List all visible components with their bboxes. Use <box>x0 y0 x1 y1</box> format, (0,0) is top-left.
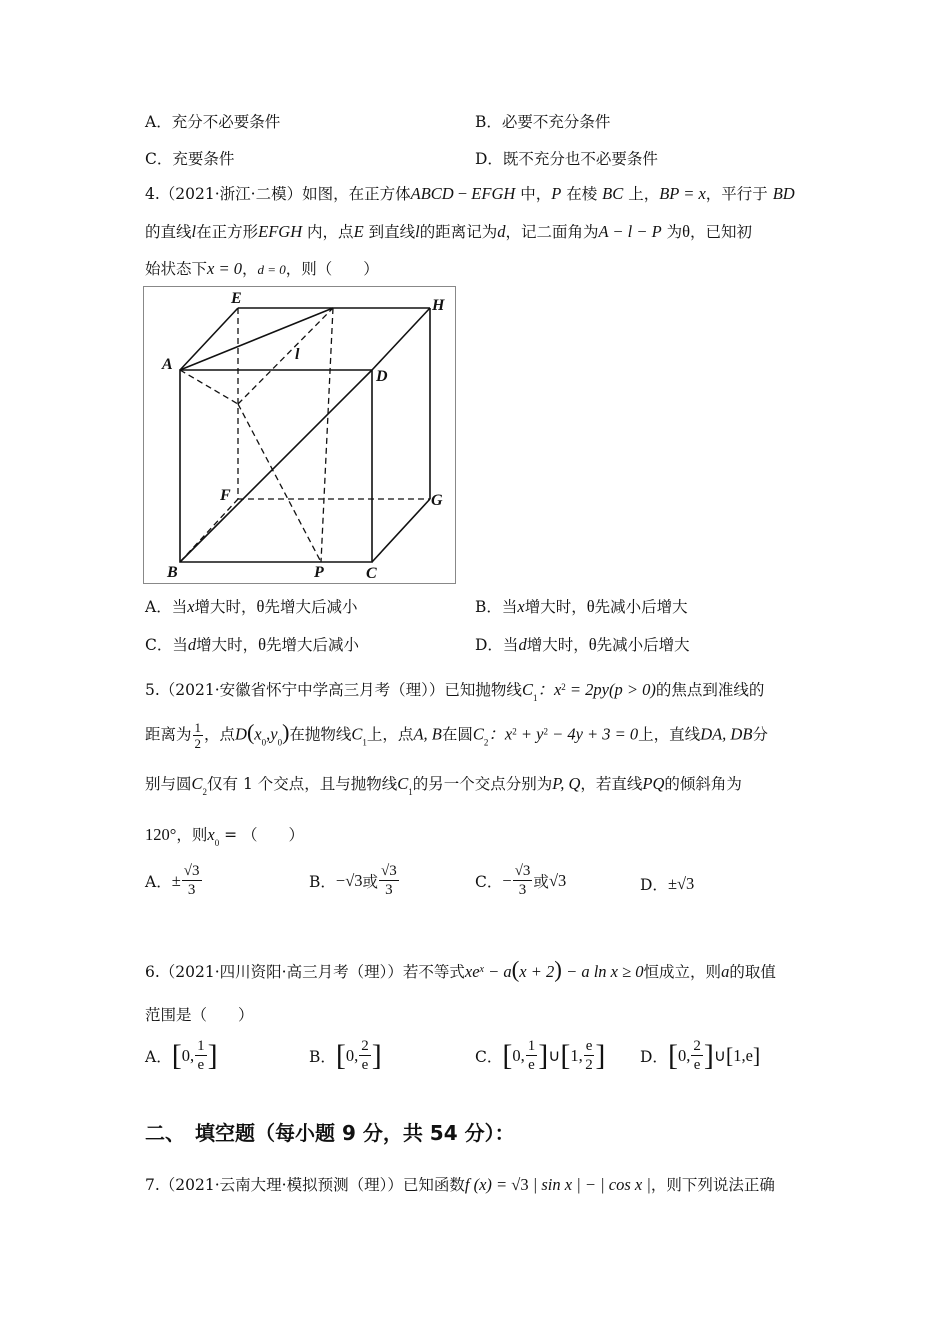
q6-math: − a <box>483 962 512 981</box>
q5-text: 上，直线 <box>638 725 701 744</box>
q5-sub: 1 <box>532 693 538 703</box>
q5-number: 5. <box>145 681 160 699</box>
paren: ( <box>511 957 520 982</box>
q6-text: 范围是（ ） <box>145 1006 254 1024</box>
opt-fraction <box>379 862 399 899</box>
q6-option-b: B． [ 0, $\frac{2}{e}$ ] <box>309 1038 382 1073</box>
q5-line-3 <box>145 773 742 803</box>
q3-option-b: B．必要不充分条件 <box>475 113 611 131</box>
q4-math: BC <box>602 184 624 203</box>
q4-option-d <box>475 633 690 655</box>
numerator: √3 <box>381 863 397 879</box>
opt-text: 增大时， <box>524 598 587 616</box>
paren: ) <box>554 957 562 982</box>
q5-sup: 2 <box>512 726 517 737</box>
q6-text: 若不等式 <box>402 963 465 981</box>
q7-line-1 <box>145 1174 775 1196</box>
opt-label: B． <box>309 872 336 891</box>
q4-line-2 <box>145 221 752 243</box>
q5-math: DA, DB <box>700 724 753 744</box>
q4-text: ， <box>241 260 258 278</box>
numerator: e <box>585 1038 593 1054</box>
q4-text: 上， <box>623 185 660 203</box>
q4-math: E <box>353 222 364 241</box>
edge-cg <box>372 499 430 562</box>
section-heading: 二、 填空题（每小题 9 分，共 54 分）： <box>145 1121 515 1145</box>
opt-math: θ <box>586 597 595 616</box>
q7-text: 已知函数 <box>402 1176 465 1194</box>
q5-line-2: 距离为 $\frac{1}{2}$ ，点$D(x_0,y_0)$在抛物线$C_1$上，点A, B在圆$C_2$：$x^2 + y^2 - 4y + 3 = 0$上，直线DA, DB分 <box>145 719 768 751</box>
q6-option-c: C． [ 0, $\frac{1}{e}$ ] ∪ [ 1, $\frac{e}{2}$ ] <box>475 1038 606 1073</box>
line-a-to-l <box>180 308 333 370</box>
q5-math: x <box>207 825 215 844</box>
label-l: l <box>295 346 300 363</box>
q4-number: 4. <box>145 185 160 203</box>
q4-math: d <box>497 222 506 241</box>
opt-math: x <box>517 597 525 616</box>
q6-option-a: A． [ 0, $\frac{1}{e}$ ] <box>145 1038 218 1073</box>
label-c: C <box>366 565 377 582</box>
opt-fraction <box>513 862 533 899</box>
q5-sup: 2 <box>561 682 566 692</box>
denominator: 3 <box>518 882 527 898</box>
opt-math: ∪ <box>713 1045 726 1065</box>
numerator: √3 <box>183 863 200 879</box>
opt-label: D． <box>640 876 668 894</box>
denominator: e <box>197 1057 205 1073</box>
label-f: F <box>220 487 231 504</box>
opt-math: ∪ <box>548 1045 561 1065</box>
q6-math: xe <box>464 962 480 981</box>
opt-text: 增大时， <box>194 598 257 616</box>
q5-text: 距离为 <box>145 725 192 744</box>
q6-number: 6. <box>145 963 160 981</box>
q5-text: 分 <box>752 725 768 744</box>
opt-text: 先增大后减小 <box>264 598 358 616</box>
opt-fraction <box>526 1037 538 1074</box>
q4-math: x = 0 <box>207 259 242 278</box>
diagonal-bd <box>180 370 372 562</box>
numerator: 1 <box>194 720 202 735</box>
q5-option-c <box>475 862 566 899</box>
q6-math: a <box>721 962 730 981</box>
opt-text: 先减小后增大 <box>594 598 688 616</box>
numerator: 2 <box>693 1038 701 1054</box>
q4-option-a <box>145 595 357 617</box>
label-e: E <box>231 290 242 307</box>
opt-fraction <box>691 1037 703 1074</box>
label-a: A <box>162 356 173 373</box>
label-b: B <box>167 564 178 581</box>
q7-text: ，则下列说法正确 <box>650 1176 775 1194</box>
q4-math: θ <box>682 222 691 241</box>
q6-line-2 <box>145 1004 254 1026</box>
denominator: e <box>361 1057 369 1073</box>
numerator: 2 <box>361 1038 369 1054</box>
opt-text: A．当 <box>145 598 188 616</box>
q5-math: C <box>472 724 484 744</box>
q4-math: − <box>453 184 472 203</box>
q5-math: C <box>351 724 363 744</box>
q6-math: x + 2 <box>519 962 555 981</box>
q3-option-c: C．充要条件 <box>145 150 235 168</box>
line-to-p <box>238 404 321 562</box>
q7-number: 7. <box>145 1176 160 1194</box>
q4-text: ，已知初 <box>690 223 753 241</box>
line-a-to-l2 <box>180 370 238 404</box>
q5-math: = 2py(p > 0) <box>565 680 656 699</box>
q5-option-a <box>145 862 203 899</box>
q4-math: d = 0 <box>257 262 286 277</box>
paren: ) <box>282 719 290 745</box>
q5-math: ：x <box>488 724 513 744</box>
q6-line-1 <box>145 959 776 983</box>
opt-math: 1,e <box>733 1045 753 1065</box>
line-l <box>238 308 333 404</box>
opt-math: − <box>502 870 512 890</box>
denominator: 3 <box>187 882 196 898</box>
q5-source: （2021·安徽省怀宁中学高三月考（理）） <box>159 681 445 699</box>
q4-source: （2021·浙江·二模） <box>159 185 303 203</box>
q5-sub: 0 <box>261 737 267 748</box>
denominator: e <box>528 1057 535 1073</box>
opt-fraction <box>182 862 202 899</box>
label-d: D <box>376 368 388 385</box>
q6-source: （2021·四川资阳·高三月考（理）） <box>159 963 403 981</box>
q5-line-4 <box>145 824 304 854</box>
q5-text: 仅有 1 个交点，且与抛物线 <box>207 775 398 793</box>
q5-text: = （ ） <box>219 826 305 844</box>
opt-math: ±√3 <box>667 874 695 893</box>
label-g: G <box>431 492 443 509</box>
q4-math: P <box>551 184 562 203</box>
q6-text: 恒成立，则 <box>643 963 722 981</box>
q4-math: EFGH <box>258 222 303 241</box>
q5-line-1 <box>145 676 764 709</box>
opt-label: B． <box>309 1047 336 1066</box>
q4-math: ABCD <box>410 184 454 203</box>
cube-figure <box>143 286 457 586</box>
opt-label: A． <box>145 872 172 891</box>
opt-math: 1, <box>570 1045 583 1065</box>
q5-text: ，点 <box>204 725 236 744</box>
q6-math: − a ln x ≥ 0 <box>561 962 644 981</box>
q6-text: 的取值 <box>729 963 776 981</box>
opt-text: 增大时， <box>526 636 589 654</box>
q5-sub: 2 <box>483 737 489 748</box>
edge-bf-hidden <box>180 499 238 562</box>
label-p: P <box>314 564 324 581</box>
q5-sub: 1 <box>408 787 413 797</box>
q5-math: D <box>235 724 247 744</box>
q4-text: 为 <box>661 223 683 241</box>
q4-text: 到直线 <box>363 223 416 241</box>
numerator: 1 <box>527 1038 536 1054</box>
q4-text: 始状态下 <box>145 260 208 278</box>
edge-dh <box>372 308 430 370</box>
opt-text: B．当 <box>475 598 518 616</box>
q5-text: ，若直线 <box>580 775 643 793</box>
q4-text: 内，点 <box>302 223 354 241</box>
q4-line-3 <box>145 258 379 281</box>
q4-text: 的距离记为 <box>419 223 498 241</box>
q5-math: C <box>191 774 203 793</box>
q5-text: 的焦点到准线的 <box>655 681 765 699</box>
q5-sub: 1 <box>362 737 367 748</box>
q4-text: ，平行于 <box>705 185 773 203</box>
denominator: 2 <box>194 736 202 751</box>
q6-sup: x <box>479 964 484 975</box>
opt-math: θ <box>256 597 265 616</box>
denominator: e <box>693 1057 701 1073</box>
q5-option-b <box>309 862 400 899</box>
q4-math: A − l − P <box>598 222 662 241</box>
opt-text: C．当 <box>145 636 188 654</box>
q3-option-d: D．既不充分也不必要条件 <box>475 150 658 168</box>
q5-math: + y <box>516 724 544 744</box>
opt-label: D． <box>640 1047 668 1066</box>
q5-sub: 2 <box>202 787 208 797</box>
q4-text: 在棱 <box>561 185 603 203</box>
opt-text: 或 <box>533 872 549 891</box>
q4-option-b <box>475 595 688 617</box>
q3-option-a: A．充分不必要条件 <box>145 113 281 131</box>
denominator: 2 <box>585 1057 593 1073</box>
q5-math: y <box>270 724 278 744</box>
opt-fraction <box>584 1037 595 1074</box>
numerator: 1 <box>197 1038 205 1054</box>
opt-math: 0, <box>181 1045 195 1065</box>
q4-line-1 <box>145 183 795 205</box>
q5-math: ：x <box>537 680 562 699</box>
opt-math: −√3 <box>335 870 363 890</box>
q5-math: x <box>254 724 262 744</box>
paren: ( <box>246 719 255 745</box>
opt-text: 先减小后增大 <box>596 636 690 654</box>
opt-label: C． <box>475 872 503 891</box>
q5-sub: 0 <box>214 838 220 848</box>
q7-source: （2021·云南大理·模拟预测（理）） <box>159 1176 403 1194</box>
opt-label: A． <box>145 1047 172 1066</box>
q5-math: C <box>397 774 409 793</box>
line-l-to-p <box>321 308 333 562</box>
q4-math: EFGH <box>471 184 516 203</box>
q4-math: BD <box>772 184 795 203</box>
q7-math: | sin x | − | cos x | <box>528 1175 651 1194</box>
q5-text: 在抛物线 <box>289 725 352 744</box>
opt-math: ± <box>171 870 181 890</box>
q5-math: − 4y + 3 = 0 <box>547 724 639 744</box>
q4-text: 中， <box>515 185 552 203</box>
q5-text: 别与圆 <box>145 775 192 793</box>
q5-text: 在圆 <box>441 725 473 744</box>
q7-math: f (x) = <box>464 1175 512 1194</box>
q6-option-d: D． [ 0, $\frac{2}{e}$ ] ∪ [ 1,e ] <box>640 1038 761 1073</box>
opt-math: √3 <box>548 870 567 890</box>
q5-text: 上，点 <box>366 725 414 744</box>
q5-math: A, B <box>413 724 442 744</box>
denominator: 3 <box>385 882 393 898</box>
opt-text: D．当 <box>475 636 519 654</box>
q5-text: 已知抛物线 <box>444 681 522 699</box>
opt-math: 0, <box>345 1045 359 1065</box>
label-h: H <box>432 297 445 314</box>
q5-text: ，则 <box>176 826 208 844</box>
opt-math: 0, <box>677 1045 691 1065</box>
opt-fraction <box>359 1037 371 1074</box>
opt-text: 增大时， <box>196 636 259 654</box>
opt-math: 0, <box>512 1045 525 1065</box>
q5-math: PQ <box>642 774 665 793</box>
opt-math: x <box>187 597 195 616</box>
opt-label: C． <box>475 1047 503 1066</box>
edge-ae <box>180 308 238 370</box>
q5-text: 的另一个交点分别为 <box>412 775 553 793</box>
opt-text: 先增大后减小 <box>266 636 360 654</box>
q4-text: ，记二面角为 <box>505 223 599 241</box>
opt-math: θ <box>258 635 267 654</box>
q5-sup: 2 <box>543 726 548 737</box>
q4-text: 如图，在正方体 <box>302 185 411 203</box>
q5-sub: 0 <box>277 737 283 748</box>
q4-math: l <box>191 222 197 241</box>
q5-half-fraction <box>193 720 204 751</box>
q4-text: ，则（ ） <box>285 260 379 278</box>
q4-text: 在正方形 <box>196 223 259 241</box>
q5-math: P, Q <box>552 774 581 793</box>
opt-math: θ <box>588 635 597 654</box>
q4-math: l <box>415 222 420 241</box>
opt-fraction <box>195 1037 207 1074</box>
opt-math: d <box>518 635 527 654</box>
q4-option-c <box>145 633 359 655</box>
opt-math: d <box>187 635 197 654</box>
numerator: √3 <box>514 863 531 879</box>
q7-math: √3 <box>511 1175 529 1194</box>
q5-math: 120° <box>145 825 177 844</box>
q4-text: 的直线 <box>145 223 192 241</box>
opt-text: 或 <box>362 872 379 891</box>
q5-math: C <box>521 680 533 699</box>
q5-text: 的倾斜角为 <box>664 775 742 793</box>
q4-math: BP = x <box>659 184 706 203</box>
q5-option-d <box>640 873 694 895</box>
